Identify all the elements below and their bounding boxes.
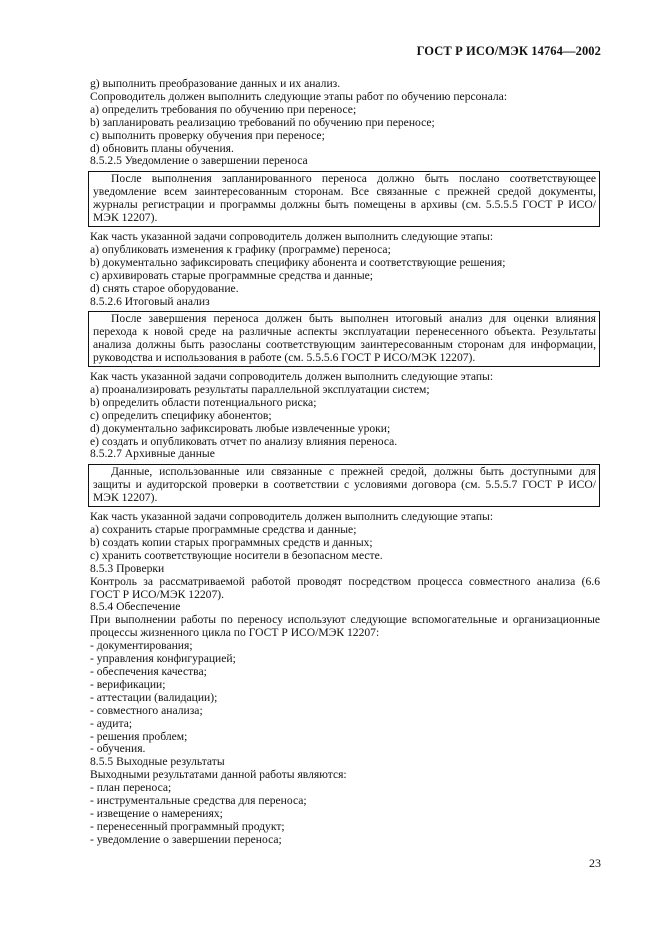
block-notification-steps — [90, 231, 600, 308]
boxed-text: После выполнения запланированного переноса должно быть послано соответствующее уведомление всем заинтересованным сторонам. Все связанные с прежней средой документы, журналы регистрации и программы должны быть помещены в архивы (см. 5.5.5.5 ГОСТ Р ИСО/МЭК 12207). — [93, 172, 596, 225]
text-line: c) архивировать старые программные средства и данные; — [90, 268, 374, 282]
document-body — [90, 78, 600, 847]
text-line: a) проанализировать результаты параллельной эксплуатации систем; — [90, 382, 430, 396]
section-heading: 8.5.2.5 Уведомление о завершении переноса — [90, 154, 308, 168]
list-item: - инструментальные средства для переноса; — [90, 794, 307, 808]
paragraph-support: При выполнении работы по переносу используют следующие вспомогательные и организационные процессы жизненного цикла по ГОСТ Р ИСО/МЭК 12207: — [90, 613, 600, 640]
text-line: d) обновить планы обучения. — [90, 141, 234, 155]
list-item: - совместного анализа; — [90, 703, 203, 717]
page-number: 23 — [589, 856, 601, 870]
list-item: - перенесенный программный продукт; — [90, 819, 285, 833]
boxed-text: После завершения переноса должен быть выполнен итоговый анализ для оценки влияния перехода к новой среде на различные аспекты эксплуатации перенесенного объекта. Результаты анализа должны быть разосланы соответствующим заинтересованным сторонам для информации, руководства и использования в работе (см. 5.5.5.6 ГОСТ Р ИСО/МЭК 12207). — [93, 312, 596, 365]
list-item: - извещение о намерениях; — [90, 806, 223, 820]
block-archive-steps — [90, 511, 600, 576]
list-item: - уведомление о завершении переноса; — [90, 832, 282, 846]
section-heading: 8.5.5 Выходные результаты — [90, 755, 225, 769]
block-training — [90, 78, 600, 168]
block-review-steps — [90, 371, 600, 461]
text-line: e) создать и опубликовать отчет по анализу влияния переноса. — [90, 434, 398, 448]
text-line: b) документально зафиксировать специфику абонента и соответствующие решения; — [90, 255, 506, 269]
list-item: - верификации; — [90, 677, 166, 691]
list-item: - план переноса; — [90, 781, 172, 795]
paragraph-outputs: Выходными результатами данной работы являются: — [90, 768, 347, 782]
text-line: Как часть указанной задачи сопроводитель должен выполнить следующие этапы: — [90, 510, 494, 524]
list-item: - управления конфигурацией; — [90, 652, 236, 666]
list-item: - аттестации (валидации); — [90, 690, 218, 704]
paragraph-checks: Контроль за рассматриваемой работой проводят посредством процесса совместного анализа (6.6 ГОСТ Р ИСО/МЭК 12207). — [90, 574, 600, 601]
text-line: Как часть указанной задачи сопроводитель должен выполнить следующие этапы: — [90, 229, 494, 243]
text-line: d) снять старое оборудование. — [90, 281, 239, 295]
section-heading: 8.5.4 Обеспечение — [90, 600, 181, 614]
text-line: b) запланировать реализацию требований по обучению при переносе; — [90, 115, 435, 129]
text-line: b) создать копии старых программных средств и данных; — [90, 535, 373, 549]
boxed-requirement-notification — [88, 171, 600, 227]
support-process-list — [90, 640, 600, 756]
text-line: Как часть указанной задачи сопроводитель должен выполнить следующие этапы: — [90, 370, 494, 384]
text-line: a) определить требования по обучению при переносе; — [90, 102, 357, 116]
outputs-list — [90, 782, 600, 847]
section-heading: 8.5.2.7 Архивные данные — [90, 447, 215, 461]
text-line: a) опубликовать изменения к графику (программе) переноса; — [90, 242, 391, 256]
list-item: - обеспечения качества; — [90, 664, 207, 678]
text-line: c) определить специфику абонентов; — [90, 408, 272, 422]
section-heading: 8.5.2.6 Итоговый анализ — [90, 294, 210, 308]
text-line: a) сохранить старые программные средства и данные; — [90, 523, 357, 536]
text-line: Сопроводитель должен выполнить следующие этапы работ по обучению персонала: — [90, 89, 508, 103]
boxed-requirement-review — [88, 311, 600, 367]
page-header: ГОСТ Р ИСО/МЭК 14764—2002 — [416, 44, 601, 58]
list-item: - документирования; — [90, 639, 193, 653]
list-item: - обучения. — [90, 742, 146, 756]
text-line: g) выполнить преобразование данных и их анализ. — [90, 77, 341, 90]
list-item: - аудита; — [90, 716, 133, 730]
text-line: b) определить области потенциального риска; — [90, 395, 317, 409]
list-item: - решения проблем; — [90, 729, 188, 743]
text-line: c) выполнить проверку обучения при переносе; — [90, 128, 325, 142]
boxed-requirement-archive — [88, 464, 600, 507]
section-heading: 8.5.3 Проверки — [90, 561, 165, 575]
text-line: d) документально зафиксировать любые извлеченные уроки; — [90, 421, 391, 435]
boxed-text: Данные, использованные или связанные с прежней средой, должны быть доступными для защиты и аудиторской проверки в соответствии с условиями договора (см. 5.5.5.7 ГОСТ Р ИСО/ МЭК 12207). — [93, 465, 596, 505]
text-line: c) хранить соответствующие носители в безопасном месте. — [90, 548, 383, 562]
